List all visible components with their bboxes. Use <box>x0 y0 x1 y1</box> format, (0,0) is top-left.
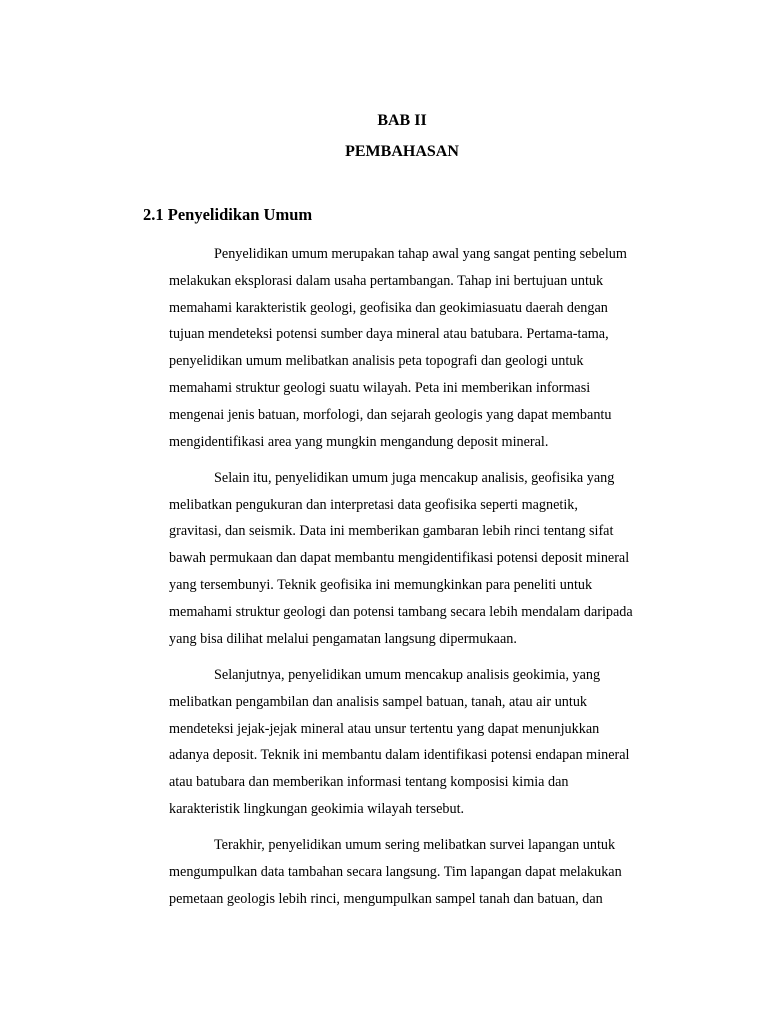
text-line: mengenai jenis batuan, morfologi, dan sejarah geologis yang dapat membantu <box>169 406 612 423</box>
text-line: atau batubara dan memberikan informasi tentang komposisi kimia dan <box>169 774 569 791</box>
paragraph <box>169 662 669 823</box>
text-line: melibatkan pengukuran dan interpretasi data geofisika seperti magnetik, <box>169 496 578 513</box>
text-line: yang tersembunyi. Teknik geofisika ini memungkinkan para peneliti untuk <box>169 577 593 594</box>
text-line: pemetaan geologis lebih rinci, mengumpulkan sampel tanah dan batuan, dan <box>169 890 603 907</box>
text-line: Terakhir, penyelidikan umum sering melibatkan survei lapangan untuk <box>214 837 616 854</box>
text-line: memahami struktur geologi dan potensi tambang secara lebih mendalam daripada <box>169 603 633 620</box>
section-heading: 2.1 Penyelidikan Umum <box>143 205 313 224</box>
text-line: mendeteksi jejak-jejak mineral atau unsur tertentu yang dapat menunjukkan <box>169 720 600 737</box>
chapter-title: PEMBAHASAN <box>345 143 459 160</box>
text-line: melakukan eksplorasi dalam usaha pertambangan. Tahap ini bertujuan untuk <box>169 272 604 289</box>
paragraph <box>169 465 669 653</box>
text-line: memahami struktur geologi suatu wilayah. Peta ini memberikan informasi <box>169 379 591 396</box>
text-line: tujuan mendeteksi potensi sumber daya mineral atau batubara. Pertama-tama, <box>169 326 609 343</box>
text-line: Selain itu, penyelidikan umum juga mencakup analisis, geofisika yang <box>214 469 615 486</box>
text-line: Selanjutnya, penyelidikan umum mencakup analisis geokimia, yang <box>214 666 601 683</box>
text-line: mengidentifikasi area yang mungkin mengandung deposit mineral. <box>169 433 549 450</box>
text-line: yang bisa dilihat melalui pengamatan langsung dipermukaan. <box>169 630 517 647</box>
text-line: memahami karakteristik geologi, geofisika dan geokimiasuatu daerah dengan <box>169 299 608 316</box>
text-line: bawah permukaan dan dapat membantu mengidentifikasi potensi deposit mineral <box>169 550 630 567</box>
paragraph <box>169 241 669 455</box>
text-line: adanya deposit. Teknik ini membantu dalam identifikasi potensi endapan mineral <box>169 747 630 764</box>
body-text <box>169 241 669 922</box>
paragraph <box>169 832 669 912</box>
text-line: melibatkan pengambilan dan analisis sampel batuan, tanah, atau air untuk <box>169 693 588 710</box>
text-line: penyelidikan umum melibatkan analisis peta topografi dan geologi untuk <box>169 353 584 370</box>
text-line: karakteristik lingkungan geokimia wilayah tersebut. <box>169 800 465 817</box>
chapter-number: BAB II <box>377 112 427 129</box>
text-line: Penyelidikan umum merupakan tahap awal yang sangat penting sebelum <box>214 246 627 262</box>
text-line: gravitasi, dan seismik. Data ini memberikan gambaran lebih rinci tentang sifat <box>169 523 614 540</box>
text-line: mengumpulkan data tambahan secara langsung. Tim lapangan dapat melakukan <box>169 864 622 881</box>
